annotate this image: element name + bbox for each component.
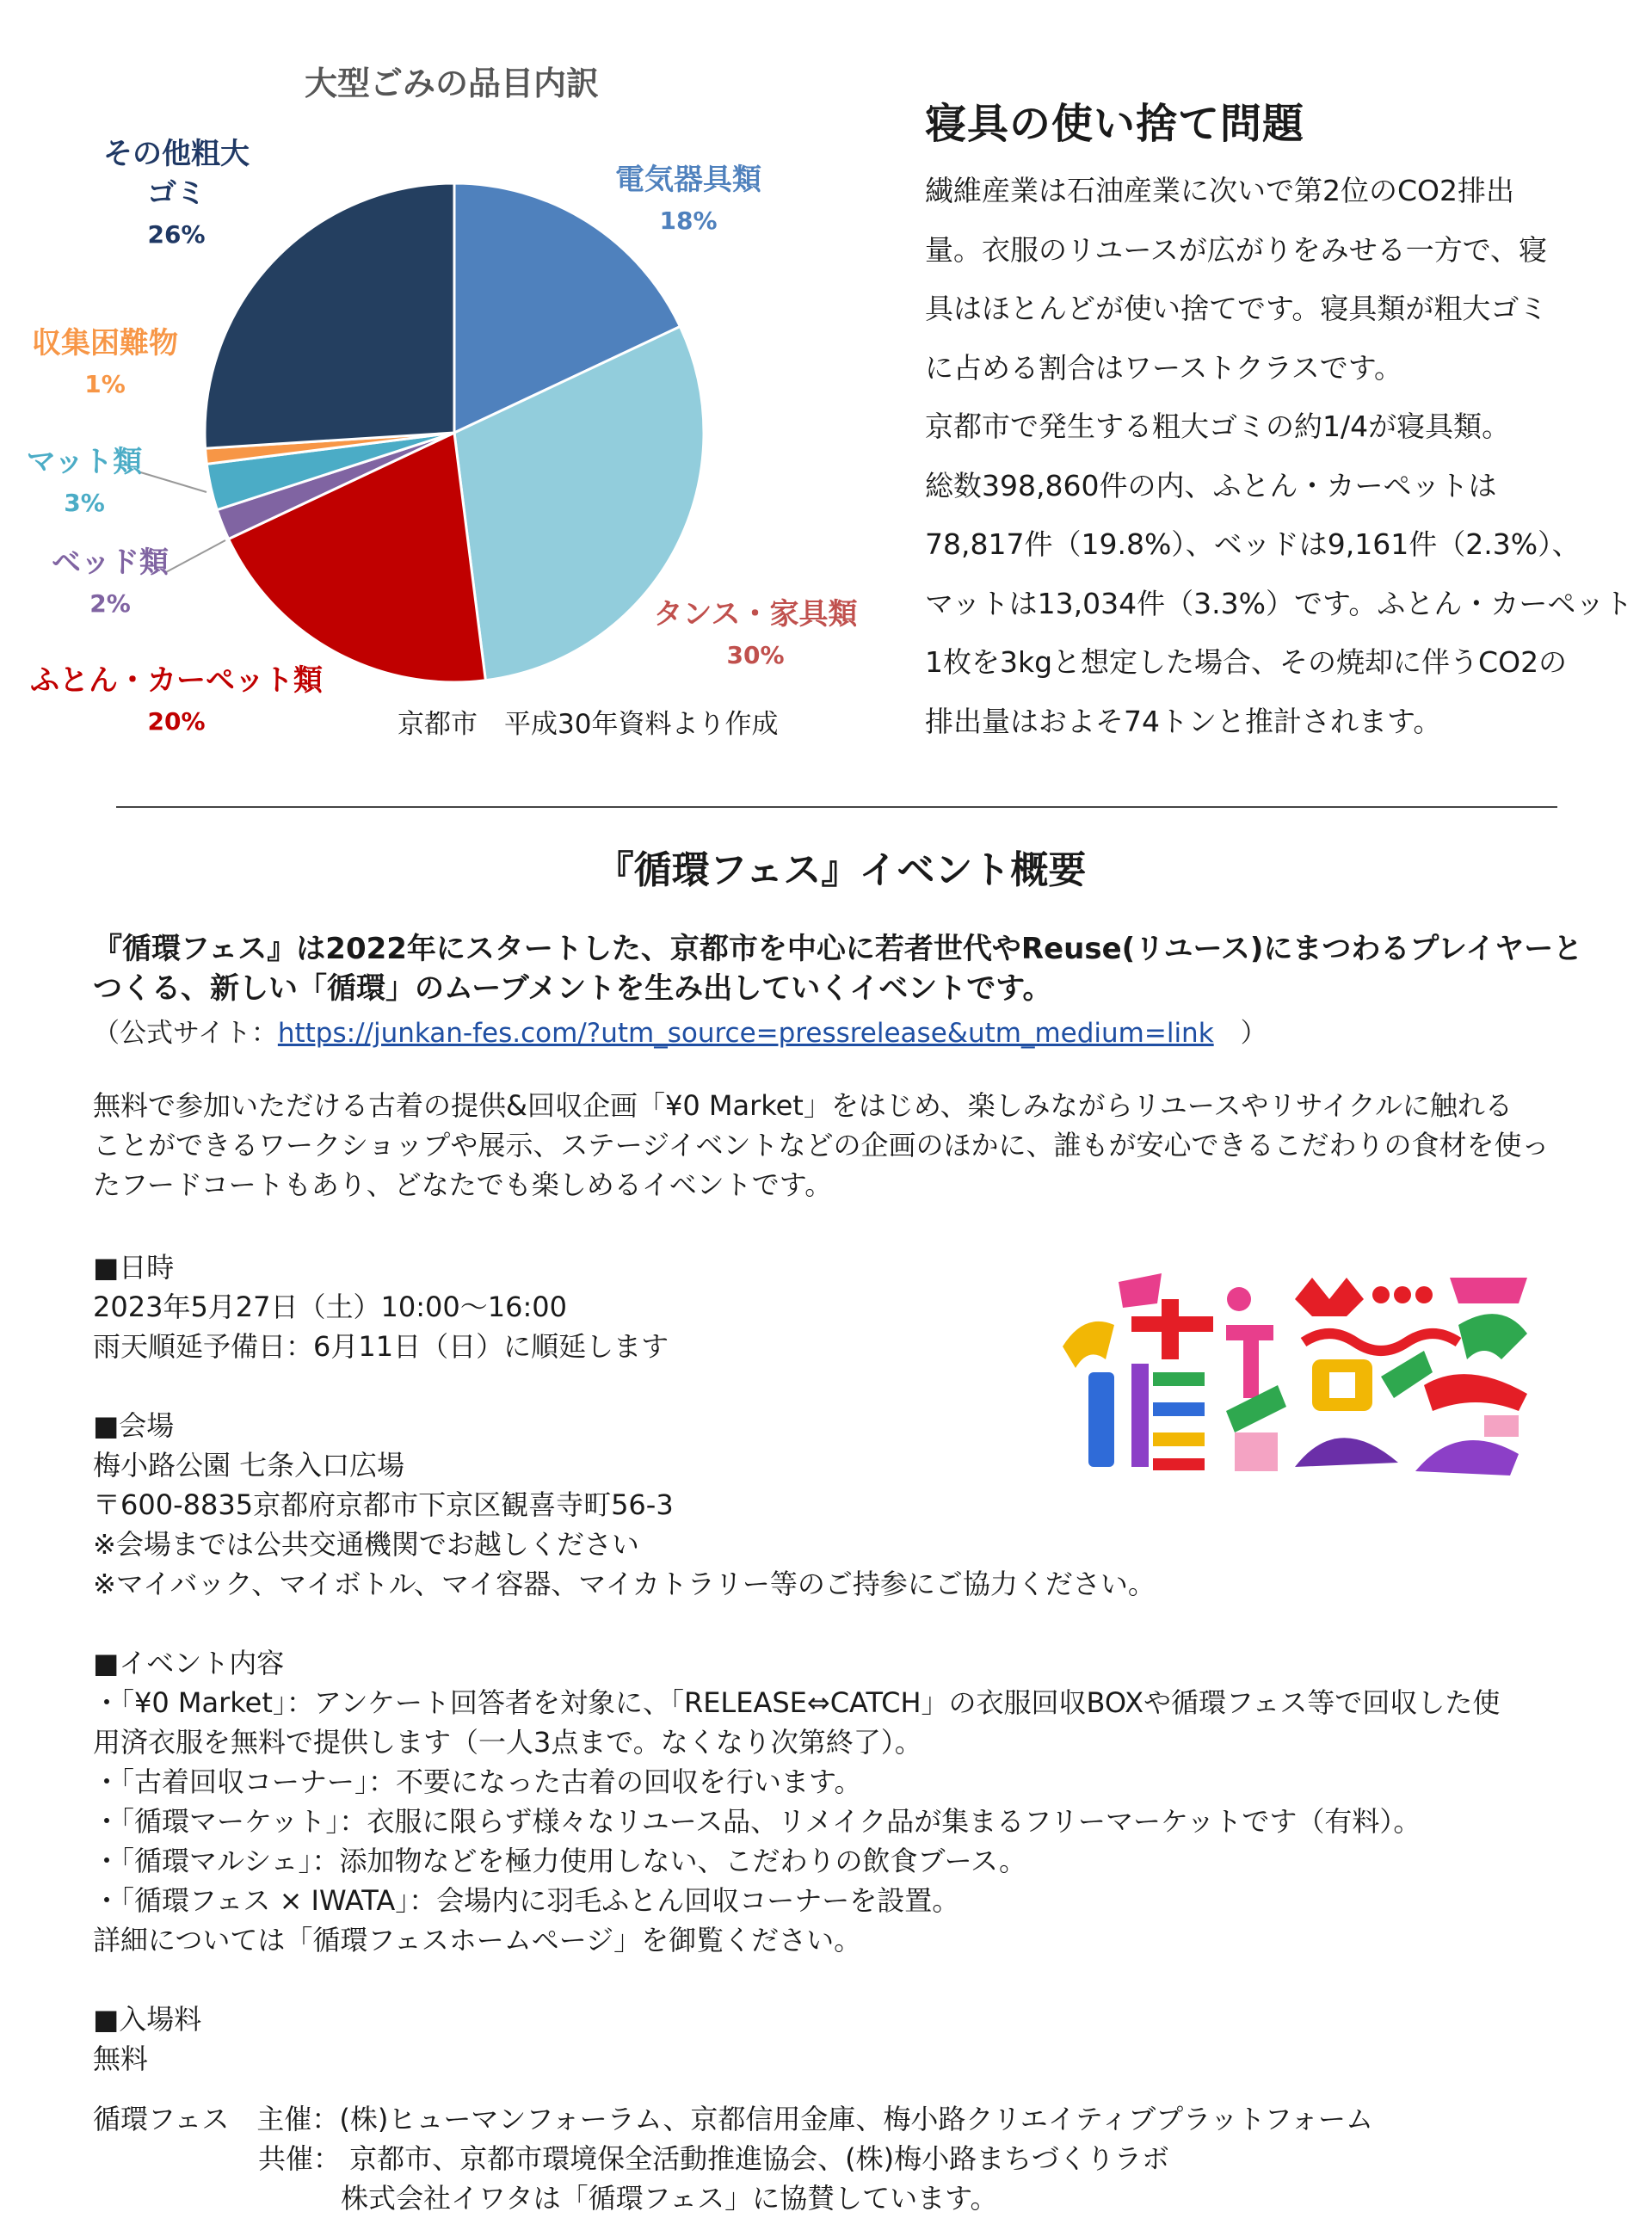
side-title: 寝具の使い捨て問題 <box>925 100 1305 148</box>
info-line: ※会場までは公共交通機関でお越しください <box>93 1528 639 1561</box>
info-line: ・「循環マルシェ」：添加物などを極力使用しない、こだわりの飲食ブース。 <box>93 1845 1026 1877</box>
credit-line: 循環フェス 主催：(株)ヒューマンフォーラム、京都信用金庫、梅小路クリエイティブプラットフォーム <box>93 2103 1374 2135</box>
side-line: 78,817件（19.8%）、ベッドは9,161件（2.3%）、 <box>925 527 1581 561</box>
info-line: ・「循環マーケット」：衣服に限らず様々なリユース品、リメイク品が集まるフリーマーケットです（有料）。 <box>93 1805 1421 1838</box>
event-title: 『循環フェス』イベント概要 <box>595 848 1087 892</box>
side-line: 排出量はおよそ74トンと推計されます。 <box>925 704 1442 738</box>
side-body <box>925 162 1633 751</box>
info-line: 用済衣服を無料で提供します（一人3点まで。なくなり次第終了）。 <box>93 1726 922 1759</box>
pie-leader-line <box>138 471 206 492</box>
credit-line: 株式会社イワタは「循環フェス」に協賛しています。 <box>93 2182 998 2215</box>
info-spacer <box>93 1960 1624 1999</box>
side-line: 具はほとんどが使い捨てです。寝具類が粗大ゴミ <box>925 292 1548 325</box>
event-lead-line: 『循環フェス』は2022年にスタートした、京都市を中心に若者世代やReuse(リユース)にまつわるプレイヤーと <box>93 932 1583 966</box>
side-line: 繊維産業は石油産業に次いで第2位のCO2排出 <box>925 174 1515 207</box>
pie-chart <box>0 0 895 774</box>
pie-slices <box>205 183 704 682</box>
info-line: 〒600-8835京都府京都市下京区観喜寺町56-3 <box>93 1488 674 1521</box>
event-lead <box>93 929 1607 1008</box>
site-prefix: （公式サイト： <box>93 1018 278 1049</box>
info-line: 無料 <box>93 2042 149 2075</box>
pie-slice-label: その他粗大ゴミ 26% <box>103 137 250 249</box>
info-line: 詳細については「循環フェスホームページ」を御覧ください。 <box>93 1924 862 1956</box>
side-line: 1枚を3kgと想定した場合、その焼却に伴うCO2の <box>925 645 1568 679</box>
info-line: 雨天順延予備日：6月11日（日）に順延します <box>93 1330 669 1363</box>
info-spacer <box>93 1604 1624 1643</box>
pie-slice-label: 収集困難物 1% <box>32 326 178 398</box>
info-line: ・「循環フェス × IWATA」：会場内に羽毛ふとん回収コーナーを設置。 <box>93 1884 960 1917</box>
info-line: 梅小路公園 七条入口広場 <box>93 1449 405 1482</box>
side-line: 京都市で発生する粗大ゴミの約1/4が寝具類。 <box>925 410 1511 443</box>
site-suffix: ） <box>1213 1018 1267 1049</box>
junkan-fes-logo <box>1054 1265 1536 1480</box>
pie-slice-label: 電気器具類 18% <box>615 163 761 235</box>
side-line: 総数398,860件の内、ふとん・カーペットは <box>925 468 1497 502</box>
pie-slice-label: ふとん・カーペット類 20% <box>30 663 323 736</box>
official-site-line <box>93 1011 1267 1050</box>
pie-slice-label: ベッド類 2% <box>52 545 169 618</box>
event-credits <box>93 2099 1373 2218</box>
chart-source-note: 京都市 平成30年資料より作成 <box>398 709 779 740</box>
side-line: に占める割合はワーストクラスです。 <box>925 350 1403 385</box>
info-heading-content: ■イベント内容 <box>93 1647 285 1679</box>
side-line: 量。衣服のリユースが広がりをみせる一方で、寝 <box>925 232 1548 267</box>
chart-title: 大型ごみの品目内訳 <box>304 65 600 102</box>
event-description <box>93 1086 1607 1204</box>
info-heading-datetime: ■日時 <box>93 1251 175 1284</box>
pie-slice <box>205 183 454 448</box>
section-divider <box>116 806 1557 808</box>
desc-line: 無料で参加いただける古着の提供&回収企画「¥0 Market」をはじめ、楽しみながらリユースやリサイクルに触れる <box>93 1089 1513 1122</box>
pie-slice-label: タンス・家具類 30% <box>653 597 858 669</box>
info-heading-fee: ■入場料 <box>93 2003 202 2036</box>
side-line: マットは13,034件（3.3%）です。ふとん・カーペット <box>925 586 1633 620</box>
credit-line: 共催： 京都市、京都市環境保全活動推進協会、(株)梅小路まちづくりラボ <box>93 2142 1169 2175</box>
info-line: ※マイバック、マイボトル、マイ容器、マイカトラリー等のご持参にご協力ください。 <box>93 1568 1156 1600</box>
official-site-link[interactable]: https://junkan-fes.com/?utm_source=pressrelease&utm_medium=link <box>277 1018 1214 1049</box>
info-line: ・「¥0 Market」：アンケート回答者を対象に、「RELEASE⇔CATCH」の衣服回収BOXや循環フェス等で回収した使 <box>93 1686 1501 1719</box>
info-line: ・「古着回収コーナー」：不要になった古着の回収を行います。 <box>93 1765 862 1798</box>
event-lead-line: つくる、新しい「循環」のムーブメントを生み出していくイベントです。 <box>93 971 1052 1006</box>
pie-slice-label: マット類 3% <box>26 445 143 517</box>
desc-line: ことができるワークショップや展示、ステージイベントなどの企画のほかに、誰もが安心できるこだわりの食材を使っ <box>93 1129 1550 1161</box>
info-line: 2023年5月27日（土）10:00～16:00 <box>93 1291 567 1323</box>
pie-leader-line <box>166 540 225 572</box>
desc-line: たフードコートもあり、どなたでも楽しめるイベントです。 <box>93 1168 833 1201</box>
info-heading-venue: ■会場 <box>93 1409 175 1442</box>
